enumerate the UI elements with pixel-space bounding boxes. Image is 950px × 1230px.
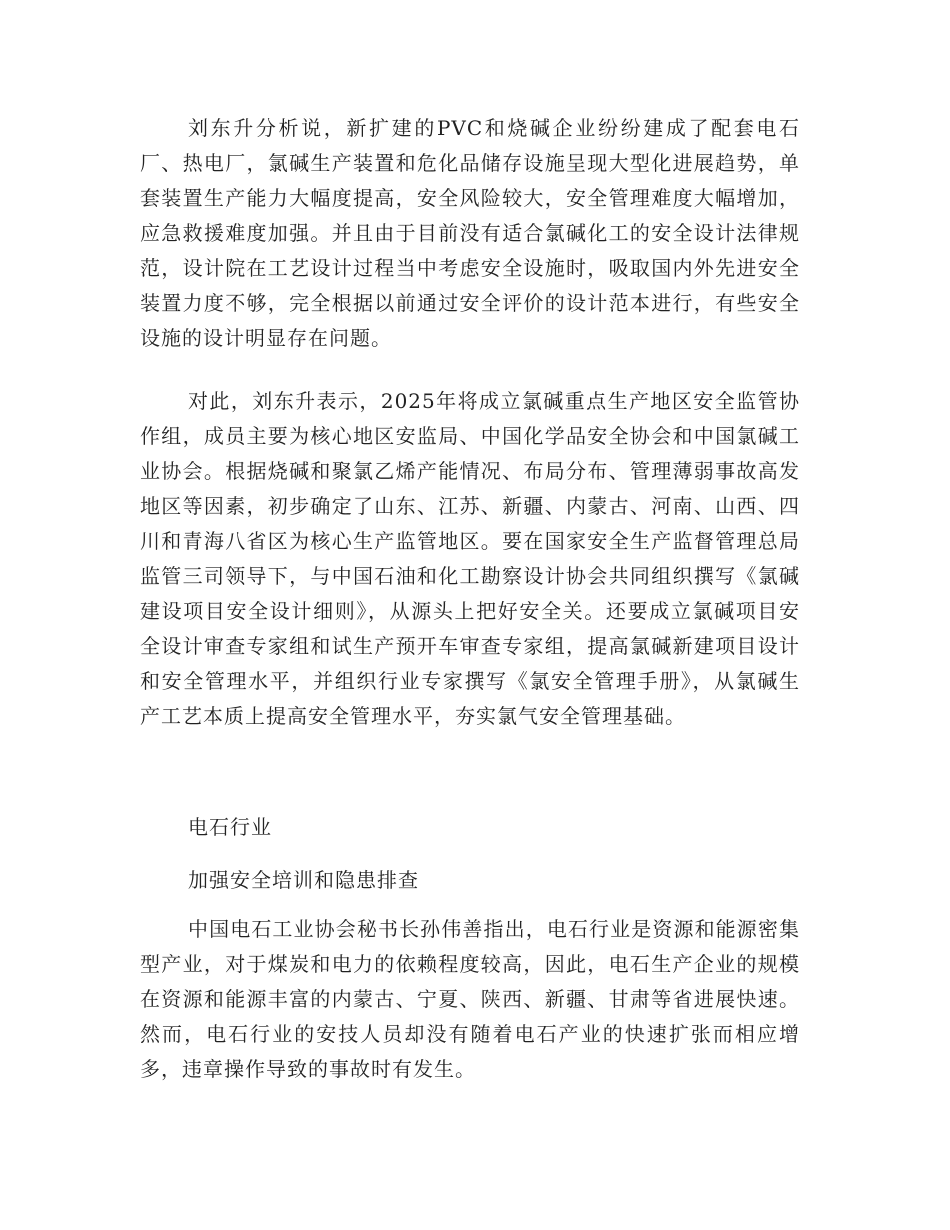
sub-heading (140, 863, 800, 898)
paragraph-text: 中国电石工业协会秘书长孙伟善指出，电石行业是资源和能源密集型产业，对于煤炭和电力的依赖程度较高，因此，电石生产企业的规模在资源和能源丰富的内蒙古、宁夏、陕西、新疆、甘肃等省进展快速。然而，电石行业的安技人员却没有随着电石产业的快速扩张而相应增多，违章操作导致的事故时有发生。 (140, 917, 800, 1081)
section-heading (140, 810, 800, 845)
paragraph-text: 刘东升分析说，新扩建的PVC和烧碱企业纷纷建成了配套电石厂、热电厂，氯碱生产装置和危化品储存设施呈现大型化进展趋势，单套装置生产能力大幅度提高，安全风险较大，安全管理难度大幅增加，应急救援难度加强。并且由于目前没有适合氯碱化工的安全设计法律规范，设计院在工艺设计过程当中考虑安全设施时，吸取国内外先进安全装置力度不够，完全根据以前通过安全评价的设计范本进行，有些安全设施的设计明显存在问题。 (140, 116, 800, 350)
sub-heading-text: 加强安全培训和隐患排查 (188, 868, 419, 892)
body-paragraph (140, 912, 800, 1087)
section-heading-text: 电石行业 (188, 815, 272, 839)
paragraph-text: 对此，刘东升表示，2025年将成立氯碱重点生产地区安全监管协作组，成员主要为核心地区安监局、中国化学品安全协会和中国氯碱工业协会。根据烧碱和聚氯乙烯产能情况、布局分布、管理薄弱事故高发地区等因素，初步确定了山东、江苏、新疆、内蒙古、河南、山西、四川和青海八省区为核心生产监管地区。要在国家安全生产监督管理总局监管三司领导下，与中国石油和化工勘察设计协会共同组织撰写《氯碱建设项目安全设计细则》，从源头上把好安全关。还要成立氯碱项目安全设计审查专家组和试生产预开车审查专家组，提高氯碱新建项目设计和安全管理水平，并组织行业专家撰写《氯安全管理手册》，从氯碱生产工艺本质上提高安全管理水平，夯实氯气安全管理基础。 (140, 389, 800, 728)
body-paragraph (140, 384, 800, 734)
body-paragraph (140, 111, 800, 356)
